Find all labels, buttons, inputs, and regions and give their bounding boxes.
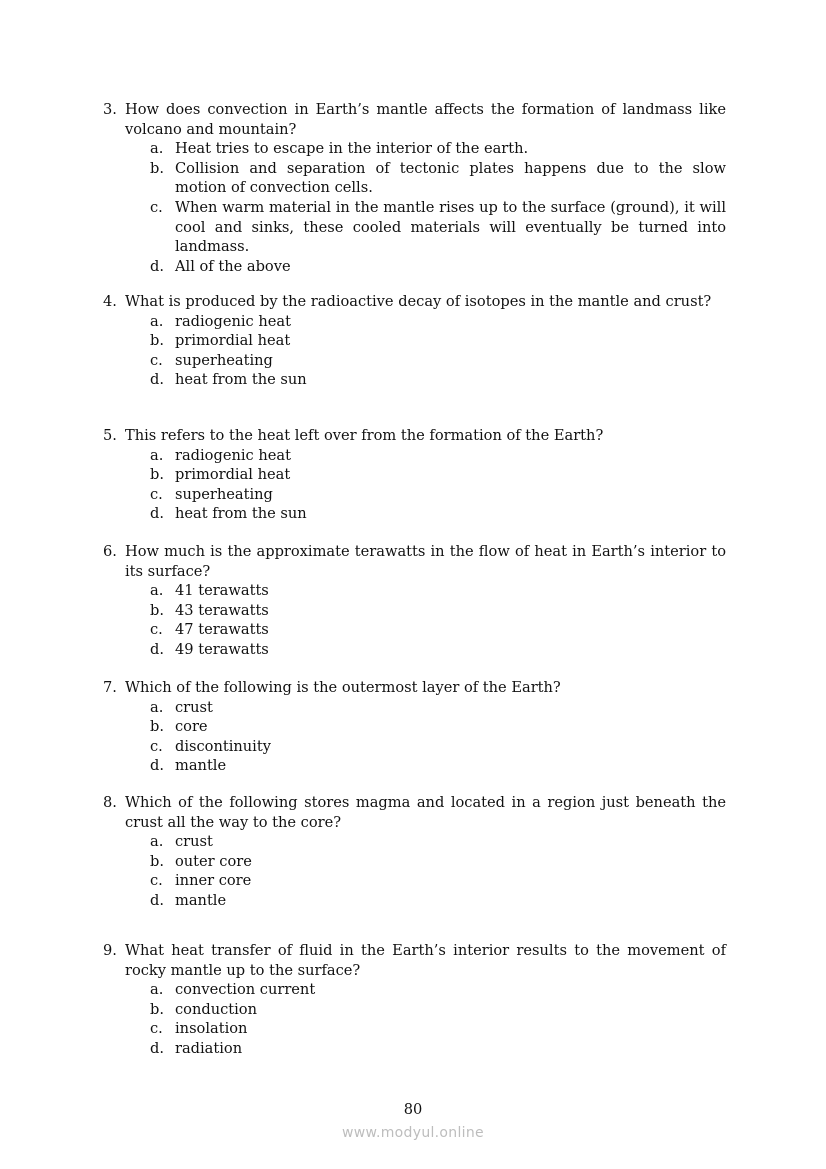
option-letter: a. bbox=[150, 446, 164, 464]
question-item bbox=[103, 542, 726, 660]
option-letter: c. bbox=[150, 737, 163, 755]
answer-option bbox=[103, 698, 726, 718]
option-list bbox=[103, 581, 726, 659]
watermark: www.modyul.online bbox=[342, 1125, 484, 1141]
question-number: 6. bbox=[103, 543, 117, 560]
option-list bbox=[103, 446, 726, 524]
option-text: mantle bbox=[175, 891, 227, 909]
question-number: 5. bbox=[103, 427, 117, 444]
option-letter: b. bbox=[150, 332, 164, 350]
option-letter: d. bbox=[150, 257, 164, 275]
answer-option bbox=[103, 581, 726, 601]
answer-option bbox=[103, 852, 726, 872]
option-letter: d. bbox=[150, 371, 164, 389]
option-text: superheating bbox=[175, 485, 273, 503]
option-letter: a. bbox=[150, 698, 164, 716]
option-letter: d. bbox=[150, 891, 164, 909]
answer-option bbox=[103, 601, 726, 621]
option-letter: b. bbox=[150, 601, 164, 619]
option-text: primordial heat bbox=[175, 332, 291, 350]
option-text: mantle bbox=[175, 757, 227, 775]
option-text: inner core bbox=[175, 872, 252, 890]
option-text: discontinuity bbox=[175, 737, 271, 755]
question-item bbox=[103, 426, 726, 524]
page-number: 80 bbox=[403, 1101, 423, 1118]
question-item bbox=[103, 292, 726, 390]
option-text: heat from the sun bbox=[175, 505, 307, 523]
answer-option bbox=[103, 1039, 726, 1059]
option-letter: a. bbox=[150, 981, 164, 999]
option-letter: c. bbox=[150, 621, 163, 639]
answer-option bbox=[103, 198, 726, 257]
answer-option bbox=[103, 331, 726, 351]
option-letter: a. bbox=[150, 833, 164, 851]
option-text: 41 terawatts bbox=[175, 582, 269, 600]
option-letter: c. bbox=[150, 872, 163, 890]
option-letter: b. bbox=[150, 159, 164, 177]
question-item bbox=[103, 100, 726, 276]
option-text: Heat tries to escape in the interior of the earth. bbox=[175, 140, 529, 158]
option-text: 49 terawatts bbox=[175, 640, 269, 658]
answer-option bbox=[103, 312, 726, 332]
answer-option bbox=[103, 871, 726, 891]
option-letter: c. bbox=[150, 351, 163, 369]
option-text: heat from the sun bbox=[175, 371, 307, 389]
option-letter: c. bbox=[150, 485, 163, 503]
answer-option bbox=[103, 504, 726, 524]
option-text: core bbox=[175, 718, 208, 736]
answer-option bbox=[103, 1000, 726, 1020]
option-text: crust bbox=[175, 833, 213, 851]
question-number: 8. bbox=[103, 794, 117, 811]
option-text: 47 terawatts bbox=[175, 621, 269, 639]
option-letter: a. bbox=[150, 140, 164, 158]
option-letter: b. bbox=[150, 852, 164, 870]
question-text: What is produced by the radioactive decay of isotopes in the mantle and crust? bbox=[125, 293, 712, 310]
answer-option bbox=[103, 370, 726, 390]
option-text: radiogenic heat bbox=[175, 312, 291, 330]
option-text: convection current bbox=[175, 981, 316, 999]
option-letter: c. bbox=[150, 198, 163, 216]
option-letter: b. bbox=[150, 1000, 164, 1018]
option-list bbox=[103, 832, 726, 910]
option-letter: b. bbox=[150, 466, 164, 484]
question-item bbox=[103, 941, 726, 1059]
answer-option bbox=[103, 756, 726, 776]
answer-option bbox=[103, 737, 726, 757]
answer-option bbox=[103, 446, 726, 466]
question-number: 9. bbox=[103, 942, 117, 959]
answer-option bbox=[103, 640, 726, 660]
answer-option bbox=[103, 351, 726, 371]
question-number: 4. bbox=[103, 293, 117, 310]
question-number: 7. bbox=[103, 679, 117, 696]
option-text: superheating bbox=[175, 351, 273, 369]
option-letter: d. bbox=[150, 757, 164, 775]
answer-option bbox=[103, 485, 726, 505]
option-text: conduction bbox=[175, 1000, 257, 1018]
option-text: radiogenic heat bbox=[175, 446, 291, 464]
question-item bbox=[103, 793, 726, 911]
answer-option bbox=[103, 832, 726, 852]
option-list bbox=[103, 980, 726, 1058]
question-text: This refers to the heat left over from the formation of the Earth? bbox=[125, 427, 604, 444]
answer-option bbox=[103, 139, 726, 159]
option-letter: a. bbox=[150, 312, 164, 330]
question-text: What heat transfer of fluid in the Earth’s interior results to the movement of rocky mantle up to the surface? bbox=[125, 942, 726, 979]
question-number: 3. bbox=[103, 101, 117, 118]
answer-option bbox=[103, 620, 726, 640]
option-text: Collision and separation of tectonic plates happens due to the slow motion of convection cells. bbox=[175, 159, 726, 197]
option-text: 43 terawatts bbox=[175, 601, 269, 619]
option-letter: b. bbox=[150, 718, 164, 736]
answer-option bbox=[103, 465, 726, 485]
option-letter: d. bbox=[150, 1039, 164, 1057]
option-letter: d. bbox=[150, 505, 164, 523]
option-list bbox=[103, 312, 726, 390]
question-text: Which of the following is the outermost layer of the Earth? bbox=[125, 679, 561, 696]
option-letter: d. bbox=[150, 640, 164, 658]
option-letter: c. bbox=[150, 1020, 163, 1038]
question-text: How does convection in Earth’s mantle affects the formation of landmass like volcano and mountain? bbox=[125, 101, 726, 138]
option-letter: a. bbox=[150, 582, 164, 600]
question-text: Which of the following stores magma and located in a region just beneath the crust all the way to the core? bbox=[125, 794, 726, 831]
option-text: crust bbox=[175, 698, 213, 716]
option-text: When warm material in the mantle rises up to the surface (ground), it will cool and sinks, these cooled materials will eventually be turned into landmass. bbox=[175, 198, 726, 256]
question-item bbox=[103, 678, 726, 776]
question-text: How much is the approximate terawatts in the flow of heat in Earth’s interior to its surface? bbox=[125, 543, 726, 580]
option-text: insolation bbox=[175, 1020, 248, 1038]
option-text: All of the above bbox=[175, 257, 291, 275]
option-list bbox=[103, 139, 726, 276]
option-list bbox=[103, 698, 726, 776]
answer-option bbox=[103, 159, 726, 198]
option-text: outer core bbox=[175, 852, 252, 870]
answer-option bbox=[103, 257, 726, 277]
option-text: radiation bbox=[175, 1039, 243, 1057]
answer-option bbox=[103, 1019, 726, 1039]
answer-option bbox=[103, 980, 726, 1000]
answer-option bbox=[103, 891, 726, 911]
answer-option bbox=[103, 717, 726, 737]
option-text: primordial heat bbox=[175, 466, 291, 484]
